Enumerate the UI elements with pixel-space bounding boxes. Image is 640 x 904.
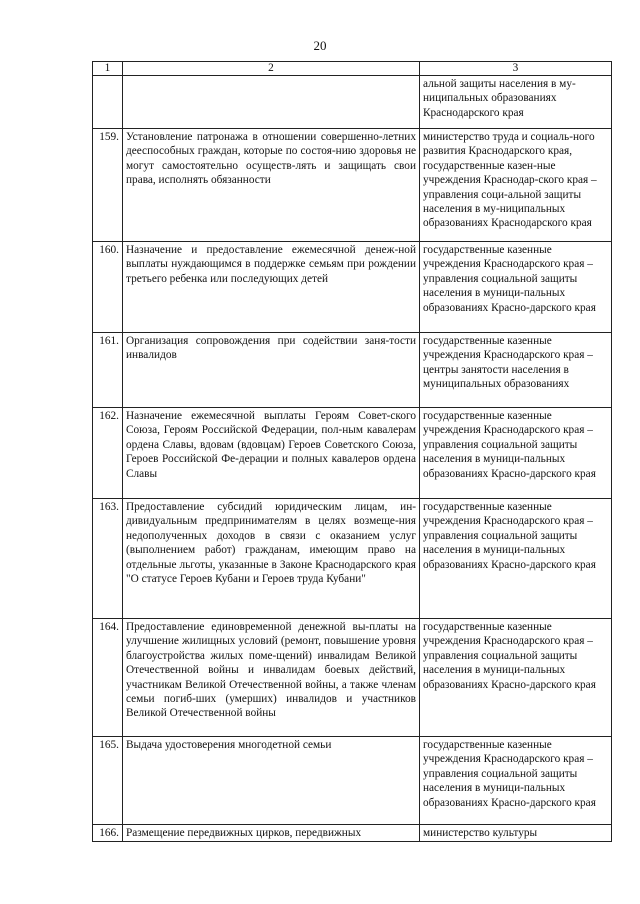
row-description <box>123 76 420 129</box>
row-authority: министерство труда и социаль-ного развития Краснодарского края, государственные казен-ные учреждения Краснодар-ского края – управления соци-альной защиты населения в му-ниципальных образованиях Краснодарского края <box>420 129 612 242</box>
row-number: 164. <box>93 619 123 737</box>
table-row <box>93 242 612 333</box>
header-col-1: 1 <box>93 62 123 76</box>
row-number: 162. <box>93 408 123 499</box>
table-row <box>93 499 612 619</box>
row-number: 166. <box>93 825 123 842</box>
row-authority: государственные казенные учреждения Краснодарского края – центры занятости населения в муниципальных образованиях <box>420 333 612 408</box>
row-description: Назначение и предоставление ежемесячной денеж-ной выплаты нуждающимся в поддержке семьям при рождении третьего ребенка или последующих детей <box>123 242 420 333</box>
table-row <box>93 333 612 408</box>
table-body <box>93 76 612 842</box>
row-authority: государственные казенные учреждения Краснодарского края – управления социальной защиты населения в муници-пальных образованиях Красно-дарского края <box>420 737 612 825</box>
row-description: Установление патронажа в отношении совершенно-летних дееспособных граждан, которые по состоя-нию здоровья не могут самостоятельно осуществ-лять и защищать свои права, исполнять обязанности <box>123 129 420 242</box>
services-table <box>92 61 612 842</box>
row-description: Предоставление субсидий юридическим лицам, ин-дивидуальным предпринимателям в целях возмеще-ния недополученных доходов в связи с оказанием услуг (выполнением работ) гражданам, имеющим право на отдельные льготы, указанные в Законе Краснодарского края "О статусе Героев Кубани и Героев труда Кубани" <box>123 499 420 619</box>
table-row <box>93 737 612 825</box>
row-authority: альной защиты населения в му-ниципальных образованиях Краснодарского края <box>420 76 612 129</box>
table-row <box>93 408 612 499</box>
row-number: 159. <box>93 129 123 242</box>
row-description: Предоставление единовременной денежной вы-платы на улучшение жилищных условий (ремонт, повышение уровня благоустройства жилых поме-щений) инвалидам Великой Отечественной войны и инвалидам боевых действий, участникам Великой Отечественной войны, а также членам семьи погиб-ших (умерших) инвалидов и участников Великой Отечественной войны <box>123 619 420 737</box>
table-row <box>93 619 612 737</box>
table-header <box>93 62 612 76</box>
table-row <box>93 129 612 242</box>
row-authority: министерство культуры <box>420 825 612 842</box>
page-number: 20 <box>313 38 327 53</box>
continuation-row <box>93 76 612 129</box>
row-description: Назначение ежемесячной выплаты Героям Совет-ского Союза, Героям Российской Федерации, пол-ным кавалерам ордена Славы, вдовам (вдовцам) Героев Советского Союза, Героев Российской Фе-дерации и полных кавалеров ордена Славы <box>123 408 420 499</box>
row-number: 161. <box>93 333 123 408</box>
header-col-3: 3 <box>420 62 612 76</box>
row-description: Выдача удостоверения многодетной семьи <box>123 737 420 825</box>
row-authority: государственные казенные учреждения Краснодарского края – управления социальной защиты населения в муници-пальных образованиях Красно-дарского края <box>420 408 612 499</box>
row-number: 160. <box>93 242 123 333</box>
row-authority: государственные казенные учреждения Краснодарского края – управления социальной защиты населения в муници-пальных образованиях Красно-дарского края <box>420 499 612 619</box>
header-row <box>93 62 612 76</box>
row-description: Организация сопровождения при содействии заня-тости инвалидов <box>123 333 420 408</box>
row-number: 163. <box>93 499 123 619</box>
header-col-2: 2 <box>123 62 420 76</box>
row-number: 165. <box>93 737 123 825</box>
row-authority: государственные казенные учреждения Краснодарского края – управления социальной защиты населения в муници-пальных образованиях Красно-дарского края <box>420 619 612 737</box>
row-description: Размещение передвижных цирков, передвижных <box>123 825 420 842</box>
table-row <box>93 825 612 842</box>
row-number <box>93 76 123 129</box>
row-authority: государственные казенные учреждения Краснодарского края – управления социальной защиты населения в муници-пальных образованиях Красно-дарского края <box>420 242 612 333</box>
